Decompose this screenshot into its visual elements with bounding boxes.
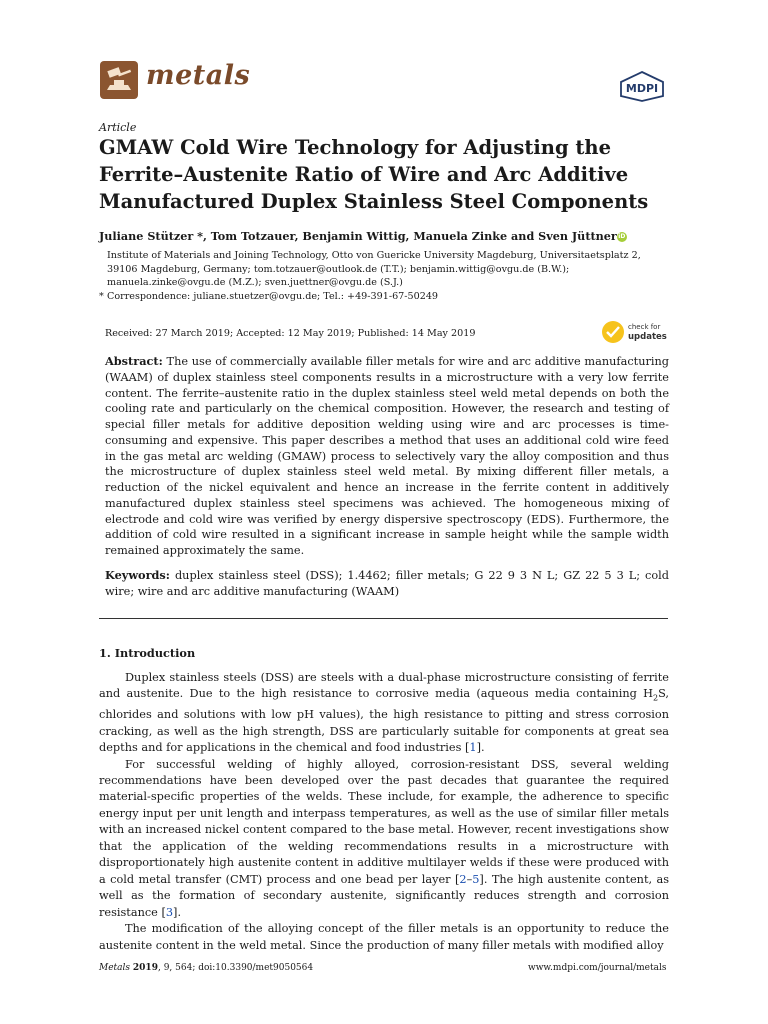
citation-link[interactable]: 3: [165, 905, 174, 919]
section-heading: 1. Introduction: [99, 646, 196, 660]
abstract-text: The use of commercially available filler metals for wire and arc additive manufacturing (WAAM) of duplex stainless steel components results in a microstructure with a very low ferrite content. The ferrite–austenite ratio in the duplex stainless steel weld metal depends on both the cooling rate and particularly on the chemical composition. However, the research and testing of special filler metals for additive deposition welding using wire and arc processes is time-consuming and expensive. This paper describes a method that uses an additional cold wire feed in the gas metal arc welding (GMAW) process to selectively vary the alloy composition and thus the microstructure of duplex stainless steel weld metal. By mixing different filler metals, a reduction of the nickel equivalent and hence an increase in the ferrite content in additively manufactured duplex stainless steel specimens was achieved. The homogeneous mixing of electrode and cold wire was verified by energy dispersive spectroscopy (EDS). Furthermore, the addition of cold wire resulted in a significant increase in sample height while the sample width remained approximately the same.: [105, 355, 669, 557]
mdpi-logo-text: MDPI: [625, 82, 659, 95]
correspondence-text: Correspondence: juliane.stuetzer@ovgu.de; Tel.: +49-391-67-50249: [107, 290, 439, 302]
paragraph-2: For successful welding of highly alloyed, corrosion-resistant DSS, several welding recommendations have been developed over the past decades that guarantee the required material-specific properties of the welds. These include, for example, the adherence to specific energy input per unit length and interpass temperatures, as well as the use of similar filler metals with an increased nickel content compared to the base metal. However, recent investigations show that the application of the welding recommendations results in a microstructure with disproportionately high austenite content in additive multilayer welds if these were produced with a cold metal transfer (CMT) process and one bead per layer [2–5]. The high austenite content, as well as the formation of secondary austenite, significantly reduces strength and corrosion resistance [3].: [99, 757, 670, 919]
keywords: [105, 568, 669, 600]
paragraph-1: Duplex stainless steels (DSS) are steels with a dual-phase microstructure consisting of ferrite and austenite. Due to the high resistance to corrosive media (aqueous media containing $H_2S$, chlorides and solutions with low pH values), the high resistance to pitting and stress corrosion cracking, as well as the high strength, DSS are particularly suitable for components at great sea depths and for applications in the chemical and food industries [1].: [99, 671, 669, 755]
keywords-label: Keywords:: [105, 568, 170, 582]
authors-text: Juliane Stützer *, Tom Totzauer, Benjamin Wittig, Manuela Zinke and Sven Jüttner: [99, 229, 617, 243]
mdpi-logo-icon: [617, 70, 667, 102]
journal-name: metals: [146, 60, 251, 91]
paragraph-3: The modification of the alloying concept of the filler metals is an opportunity to reduce the austenite content in the weld metal. Since the production of many filler metals with modified alloy: [99, 922, 669, 952]
section-divider: [99, 618, 668, 619]
check-for-updates-badge[interactable]: [600, 318, 675, 346]
orcid-icon[interactable]: iD: [618, 233, 626, 240]
introduction-body: [99, 670, 669, 954]
author-list: [99, 229, 627, 243]
affiliations: [99, 249, 674, 303]
footer-url[interactable]: www.mdpi.com/journal/metals: [528, 963, 667, 973]
citation-link[interactable]: 2: [459, 872, 467, 886]
updates-text: updates: [628, 332, 667, 342]
citation-link[interactable]: 1: [469, 741, 477, 755]
abstract: [105, 354, 669, 559]
paper-title: GMAW Cold Wire Technology for Adjusting the Ferrite–Austenite Ratio of Wire and Arc Additive Manufactured Duplex Stainless Steel Components: [99, 136, 649, 213]
citation-link[interactable]: 5: [472, 872, 480, 886]
metals-logo-icon: [99, 60, 139, 100]
check-for-text: check for: [628, 323, 661, 331]
correspondence-mark: *: [99, 290, 104, 302]
footer-citation: Metals 2019, 9, 564; doi:10.3390/met9050564: [99, 963, 314, 973]
affiliation-text: Institute of Materials and Joining Technology, Otto von Guericke University Magdeburg, Universitaetsplatz 2, 39106 Magdeburg, Germany; tom.totzauer@outlook.de (T.T.); benjamin.wittig@ovgu.de (B.W.); manuela.zinke@ovgu.de (M.Z.); sven.juettner@ovgu.de (S.J.): [107, 250, 641, 288]
abstract-label: Abstract:: [105, 354, 163, 368]
article-type: Article: [99, 121, 137, 134]
keywords-text: duplex stainless steel (DSS); 1.4462; filler metals; G 22 9 3 N L; GZ 22 5 3 L; cold wire; wire and arc additive manufacturing (WAAM): [105, 569, 669, 598]
publication-dates: Received: 27 March 2019; Accepted: 12 May 2019; Published: 14 May 2019: [105, 328, 476, 339]
